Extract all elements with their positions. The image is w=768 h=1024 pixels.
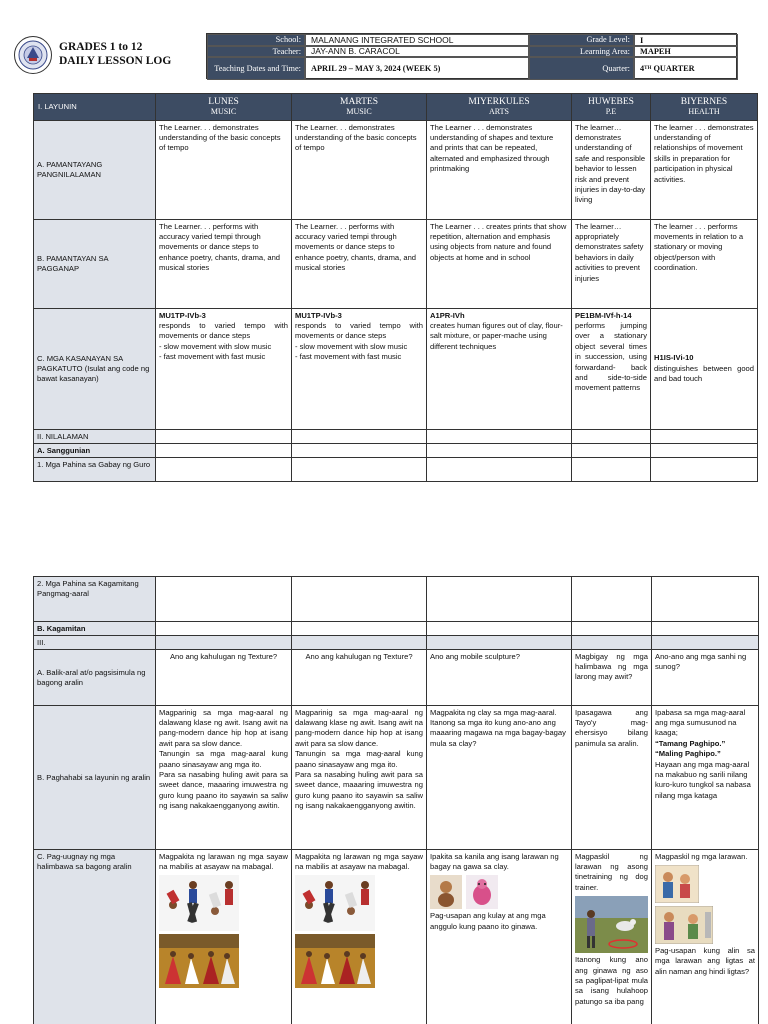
row-label-pamantayang-pangnilalaman: A. PAMANTAYANG PANGNILALAMAN	[34, 121, 156, 220]
day-header-lunes: LUNES MUSIC	[156, 94, 292, 121]
cell-c-biyernes: H1IS-IVi-10 distinguishes between good and bad touch	[651, 309, 758, 430]
area-label: Learning Area:	[529, 46, 634, 58]
section-iii-label: III.	[34, 636, 156, 650]
gabay-ng-guro-label: 1. Mga Pahina sa Gabay ng Guro	[34, 458, 156, 482]
dll-header	[13, 33, 737, 80]
day-header-biyernes: BIYERNES HEALTH	[651, 94, 758, 121]
competency-code: H1IS-IVi-10	[654, 353, 694, 363]
cell-balik-huwebes: Magbigay ng mga halimbawa ng mga larong may awit?	[572, 650, 652, 706]
cell-a-biyernes: The learner . . . demonstrates understanding of relationships of movement skills in preparation for participation in physical activities.	[651, 121, 758, 220]
cell-paghahabi-huwebes: Ipasagawa ang Tayo'y mag-ehersisyo bilang panimula sa aralin.	[572, 706, 652, 850]
cell-b-martes: The Learner. . . performs with accuracy varied tempi through movements or dance steps to enhance poetry, chants, drama, and musical stories	[292, 220, 427, 309]
deped-seal-icon	[13, 33, 53, 77]
table-row	[34, 430, 758, 444]
hip-hop-dancers-image	[159, 875, 239, 931]
table-row	[34, 850, 759, 1024]
lesson-table-bottom	[33, 576, 759, 1024]
ballroom-dancers-image	[159, 934, 239, 988]
cell-balik-biyernes: Ano-ano ang mga sanhi ng sunog?	[652, 650, 759, 706]
school-value: MALANANG INTEGRATED SCHOOL	[305, 34, 529, 46]
table-row	[34, 577, 759, 622]
clay-figures-image	[430, 875, 498, 909]
nilalaman-label: II. NILALAMAN	[34, 430, 156, 444]
day-header-miyerkules: MIYERKULES ARTS	[427, 94, 572, 121]
quarter-value	[634, 57, 738, 80]
cell-paghahabi-biyernes: Ipabasa sa mga mag-aaral ang mga sumusunod na kaaga; “Tamang Paghipo.” “Maling Paghipo.” Hayaan ang mga mag-aaral na makabuo ng sarili nilang kuro-kuro tungkol sa nabasa nilang mga kataga	[652, 706, 759, 850]
cell-paguugnay-martes: Magpakita ng larawan ng mga sayaw na mabilis at asayaw na mabagal.	[292, 850, 427, 1024]
day-header-martes: MARTES MUSIC	[292, 94, 427, 121]
cell-paguugnay-miyerkules: Ipakita sa kanila ang isang larawan ng bagay na gawa sa clay. Pag-usapan ang kulay at ang mga anggulo kung paano ito ginawa.	[427, 850, 572, 1024]
lesson-table-top	[33, 93, 758, 482]
cell-paguugnay-lunes: Magpakita ng larawan ng mga sayaw na mabilis at asayaw na mabagal.	[156, 850, 292, 1024]
info-grid	[206, 33, 737, 79]
dates-value: APRIL 29 – MAY 3, 2024 (WEEK 5)	[305, 57, 529, 80]
competency-code: PE1BM-IVf-h-14	[575, 310, 632, 320]
kagamitang-pangmag-aaral-label: 2. Mga Pahina sa Kagamitang Pangmag-aaral	[34, 577, 156, 622]
safe-touch-image	[655, 865, 699, 903]
row-label-paghahabi: B. Paghahabi sa layunin ng aralin	[34, 706, 156, 850]
dates-label: Teaching Dates and Time:	[207, 57, 305, 80]
cell-c-lunes: MU1TP-IVb-3 responds to varied tempo with movements or dance steps - slow movement with slow music - fast movement with fast music	[156, 309, 292, 430]
title-line-2: DAILY LESSON LOG	[59, 54, 172, 67]
table-row	[34, 650, 759, 706]
cell-c-martes: MU1TP-IVb-3 responds to varied tempo with movements or dance steps - slow movement with slow music - fast movement with fast music	[292, 309, 427, 430]
table-row	[34, 220, 758, 309]
dog-training-image	[575, 896, 648, 953]
table-row	[34, 121, 758, 220]
cell-a-lunes: The Learner. . . demonstrates understanding of the basic concepts of tempo	[156, 121, 292, 220]
table-row	[34, 636, 759, 650]
quarter-word: QUARTER	[653, 64, 695, 73]
quarter-suffix: TH	[644, 66, 652, 71]
kagamitan-label: B. Kagamitan	[34, 622, 156, 636]
quarter-label: Quarter:	[529, 57, 634, 80]
title-line-1: GRADES 1 to 12	[59, 41, 143, 53]
day-header-huwebes: HUWEBES P.E	[572, 94, 651, 121]
grade-label: Grade Level:	[529, 34, 634, 46]
grade-value: I	[634, 34, 738, 46]
table-row	[34, 622, 759, 636]
cell-b-lunes: The Learner. . . performs with accuracy varied tempi through movements or dance steps to enhance poetry, chants, drama, and musical stories	[156, 220, 292, 309]
sanggunian-label: A. Sanggunian	[34, 444, 156, 458]
table-header-row	[34, 94, 758, 121]
school-label: School:	[207, 34, 305, 46]
cell-b-miyerkules: The Learner . . . creates prints that show repetition, alternation and emphasis using objects from nature and found objects at home and in school	[427, 220, 572, 309]
cell-b-biyernes: The learner . . . performs movements in relation to a stationary or moving object/person with coordination.	[651, 220, 758, 309]
quarter-number: 4	[640, 64, 645, 73]
cell-paguugnay-huwebes: Magpaskil ng larawan ng asong tinetraining ng dog trainer. Itanong kung ano ang ginawa ng aso sa paglipat-lipat mula sa isang hulahoop patungo sa iba pang	[572, 850, 652, 1024]
layunin-header: I. LAYUNIN	[34, 94, 156, 121]
competency-code: MU1TP-IVb-3	[295, 310, 342, 320]
cell-paghahabi-martes: Magparinig sa mga mag-aaral ng dalawang klase ng awit. Isang awit na pang-modern dance hip hop at isang awit para sa slow dance. Tanungin sa mga mag-aaral kung paano sinasayaw ang mga ito. Para sa nasabing huling awit para sa sweet dance, maaaring imuwestra ng guro kung paano ito sayawin sa saliw ng isang nakakaengganyong awitin.	[292, 706, 427, 850]
area-value: MAPEH	[634, 46, 738, 58]
document-title	[59, 41, 171, 68]
cell-c-huwebes: PE1BM-IVf-h-14 performs jumping over a stationary object several times in succession, using forwardand- back and side-to-side movement patterns	[572, 309, 651, 430]
unsafe-touch-image	[655, 906, 713, 944]
cell-a-miyerkules: The Learner . . . demonstrates understanding of shapes and texture and prints that can be repeated, alternated and emphasized through printmaking	[427, 121, 572, 220]
cell-c-miyerkules: A1PR-IVh creates human figures out of clay, flour-salt mixture, or paper-mache using different techniques	[427, 309, 572, 430]
table-row	[34, 444, 758, 458]
row-label-balik-aral: A. Balik-aral at/o pagsisimula ng bagong aralin	[34, 650, 156, 706]
teacher-label: Teacher:	[207, 46, 305, 58]
cell-paghahabi-lunes: Magparinig sa mga mag-aaral ng dalawang klase ng awit. Isang awit na pang-modern dance hip hop at isang awit para sa slow dance. Tanungin sa mga mag-aaral kung paano sinasayaw ang mga ito. Para sa nasabing huling awit para sa sweet dance, maaaring imuwestra ng guro kung paano ito sayawin sa saliw ng isang nakakaengganyong awitin.	[156, 706, 292, 850]
row-label-pamantayan-sa-pagganap: B. PAMANTAYAN SA PAGGANAP	[34, 220, 156, 309]
hip-hop-dancers-image	[295, 875, 375, 931]
row-label-pag-uugnay: C. Pag-uugnay ng mga halimbawa sa bagong aralin	[34, 850, 156, 1024]
table-row	[34, 458, 758, 482]
row-label-note: (Isulat ang code ng bawat kasanayan)	[37, 364, 150, 383]
cell-paguugnay-biyernes: Magpaskil ng mga larawan. Pag-usapan kung alin sa mga larawan ang ligtas at alin naman ang hindi ligtas?	[652, 850, 759, 1024]
table-row	[34, 309, 758, 430]
cell-balik-lunes: Ano ang kahulugan ng Texture?	[156, 650, 292, 706]
table-row	[34, 706, 759, 850]
ballroom-dancers-image	[295, 934, 375, 988]
cell-a-huwebes: The learner… demonstrates understanding of safe and responsible behavior to lessen risk and prevent injuries in day-to-day living	[572, 121, 651, 220]
cell-balik-miyerkules: Ano ang mobile sculpture?	[427, 650, 572, 706]
competency-code: MU1TP-IVb-3	[159, 310, 206, 320]
row-label-mga-kasanayan: C. MGA KASANAYAN SA PAGKATUTO (Isulat ang code ng bawat kasanayan)	[34, 309, 156, 430]
cell-b-huwebes: The learner… appropriately demonstrates safety behaviors in daily activities to prevent injuries	[572, 220, 651, 309]
cell-balik-martes: Ano ang kahulugan ng Texture?	[292, 650, 427, 706]
cell-a-martes: The Learner. . . demonstrates understanding of the basic concepts of tempo	[292, 121, 427, 220]
competency-code: A1PR-IVh	[430, 310, 465, 320]
teacher-value: JAY-ANN B. CARACOL	[305, 46, 529, 58]
cell-paghahabi-miyerkules: Magpakita ng clay sa mga mag-aaral. Itanong sa mga ito kung ano-ano ang maaaring magawa na mga bagay-bagay mula sa clay?	[427, 706, 572, 850]
